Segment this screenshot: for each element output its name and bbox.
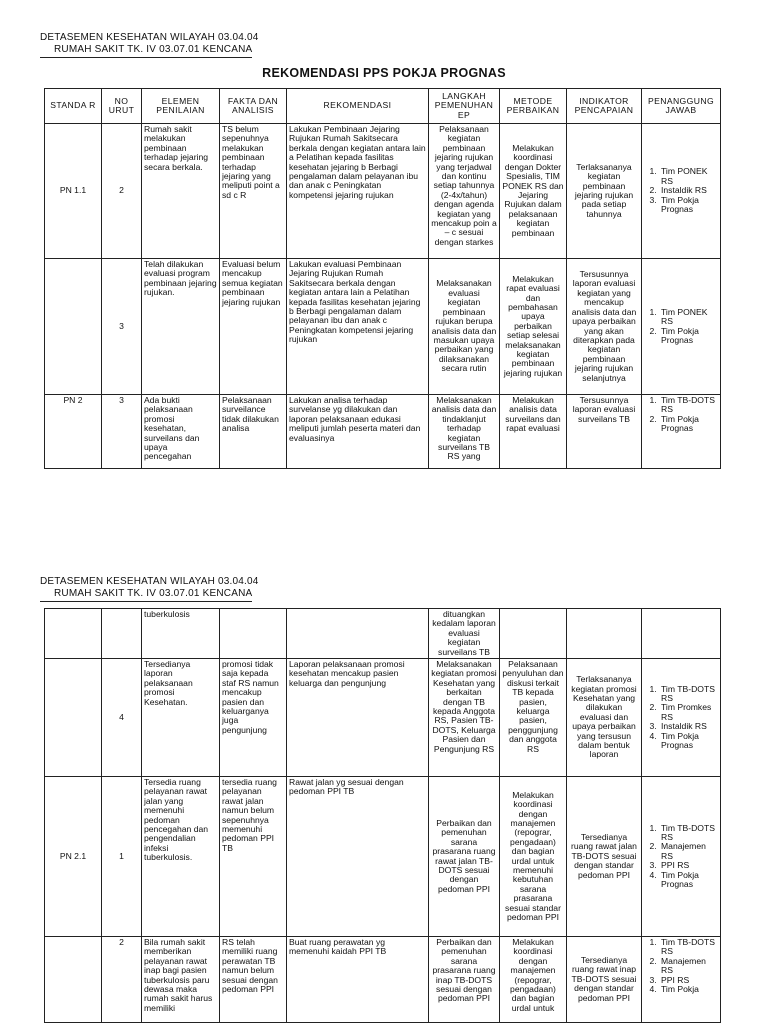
table-row	[45, 659, 721, 777]
cell-indikator	[567, 609, 642, 659]
col-standar-header: STANDA R	[45, 89, 102, 124]
pj-list-item: 1. Tim TB-DOTS RS	[659, 685, 718, 704]
cell-rekomendasi: Lakukan evaluasi Pembinaan Jejaring Rujukan Rumah Sakitsecara berkala dengan kegiatan antara lain a Pelatihan kepada fasilitas kesehatan jejaring b Berbagi pengalaman dalam pelayanan ibu dan anak c Peningkatan kompetensi jejaring rujukan	[287, 259, 429, 395]
col-fakta-header: FAKTA DAN ANALISIS	[220, 89, 287, 124]
cell-elemen: Rumah sakit melakukan pembinaan terhadap jejaring secara berkala.	[142, 124, 220, 259]
pj-list-item: 3. Tim Pokja Prognas	[659, 196, 718, 215]
cell-fakta: RS telah memiliki ruang perawatan TB namun belum sesuai dengan pedoman PPI	[220, 937, 287, 1023]
cell-indikator: Tersedianya ruang rawat jalan TB-DOTS sesuai dengan standar pedoman PPI	[567, 777, 642, 937]
cell-metode: Melakukan analisis data surveilans dan rapat evaluasi	[500, 395, 567, 469]
cell-elemen: Tersedianya laporan pelaksanaan promosi Kesehatan.	[142, 659, 220, 777]
pj-list-item: 2. Instaldik RS	[659, 186, 718, 195]
cell-rekomendasi: Lakukan analisa terhadap survelanse yg dilakukan dan laporan pelaksanaan edukasi meliputi jumlah peserta materi dan evaluasinya	[287, 395, 429, 469]
cell-indikator: Terlaksananya kegiatan pembinaan jejaring rujukan pada setiap tahunnya	[567, 124, 642, 259]
cell-fakta: Evaluasi belum mencakup semua kegiatan pembinaan jejaring rujukan	[220, 259, 287, 395]
pj-list-item: 2. Manajemen RS	[659, 957, 718, 976]
cell-rekomendasi: Buat ruang perawatan yg memenuhi kaidah PPI TB	[287, 937, 429, 1023]
pj-list-item: 1. Tim TB-DOTS RS	[659, 938, 718, 957]
cell-langkah: Perbaikan dan pemenuhan sarana prasarana ruang rawat jalan TB-DOTS sesuai dengan pedoman PPI	[429, 777, 500, 937]
cell-fakta: TS belum sepenuhnya melakukan pembinaan terhadap jejaring yang meliputi point a sd c R	[220, 124, 287, 259]
cell-no: 2	[102, 124, 142, 259]
pj-list-item: 2. Manajemen RS	[659, 842, 718, 861]
table-row	[45, 777, 721, 937]
pj-list	[644, 685, 718, 751]
table-row	[45, 395, 721, 469]
pj-list-item: 4. Tim Pokja Prognas	[659, 732, 718, 751]
cell-langkah: Perbaikan dan pemenuhan sarana prasarana ruang inap TB-DOTS sesuai dengan pedoman PPI	[429, 937, 500, 1023]
cell-indikator: Tersusunnya laporan evaluasi surveilans TB	[567, 395, 642, 469]
cell-langkah: Melaksanakan evaluasi kegiatan pembinaan rujukan berupa analisis data dan masukan upaya perbaikan yang dilaksanakan secara rutin	[429, 259, 500, 395]
cell-standar: PN 2.1	[45, 777, 102, 937]
table-header-row	[45, 89, 721, 124]
header-line-2: RUMAH SAKIT TK. IV 03.07.01 KENCANA	[40, 44, 252, 58]
cell-no: 3	[102, 259, 142, 395]
cell-metode: Melakukan koordinasi dengan Dokter Spesialis, TIM PONEK RS dan Jejaring Rujukan dalam pelaksanaan kegiatan pembinaan	[500, 124, 567, 259]
pj-list-item: 3. PPI RS	[659, 861, 718, 870]
cell-langkah: Melaksanakan analisis data dan tindaklanjut terhadap kegiatan surveilans TB RS yang	[429, 395, 500, 469]
cell-rekomendasi: Laporan pelaksanaan promosi kesehatan mencakup pasien keluarga dan pengunjung	[287, 659, 429, 777]
cell-langkah: dituangkan kedalam laporan evaluasi kegiatan surveilans TB	[429, 609, 500, 659]
pj-list	[644, 824, 718, 890]
cell-elemen: Ada bukti pelaksanaan promosi kesehatan, surveilans dan upaya pencegahan	[142, 395, 220, 469]
cell-elemen: Bila rumah sakit memberikan pelayanan rawat inap bagi pasien tuberkulosis paru dewasa maka rumah sakit harus memiliki	[142, 937, 220, 1023]
cell-langkah: Melaksanakan kegiatan promosi Kesehatan yang berkaitan dengan TB kepada Anggota RS, Pasien TB-DOTS, Keluarga Pasien dan Pengunjung RS	[429, 659, 500, 777]
cell-pj	[642, 659, 721, 777]
cell-indikator: Tersusunnya laporan evaluasi kegiatan yang mencakup analisis data dan upaya perbaikan yang akan diterapkan pada kegiatan pembinaan jejaring rujukan selanjutnya	[567, 259, 642, 395]
col-rekomendasi-header: REKOMENDASI	[287, 89, 429, 124]
cell-fakta	[220, 609, 287, 659]
cell-pj	[642, 395, 721, 469]
header-line-1: DETASEMEN KESEHATAN WILAYAH 03.04.04	[40, 576, 259, 587]
header-line-2: RUMAH SAKIT TK. IV 03.07.01 KENCANA	[40, 588, 252, 602]
header-block-2	[40, 576, 259, 602]
pj-list-item: 2. Tim Pokja Prognas	[659, 415, 718, 434]
pj-list-item: 1. Tim TB-DOTS RS	[659, 824, 718, 843]
table-row	[45, 124, 721, 259]
header-block-1	[40, 32, 259, 58]
cell-langkah: Pelaksanaan kegiatan pembinaan jejaring rujukan yang terjadwal dan kontinu setiap tahunnya (2-4x/tahun) dengan agenda kegiatan yang mencakup poin a – c sesuai dengan starkes	[429, 124, 500, 259]
cell-pj	[642, 124, 721, 259]
cell-standar	[45, 659, 102, 777]
pj-list-item: 1. Tim PONEK RS	[659, 167, 718, 186]
cell-rekomendasi: Rawat jalan yg sesuai dengan pedoman PPI TB	[287, 777, 429, 937]
cell-no	[102, 609, 142, 659]
cell-fakta: promosi tidak saja kepada staf RS namun mencakup pasien dan keluarganya juga pengunjung	[220, 659, 287, 777]
cell-no: 3	[102, 395, 142, 469]
cell-elemen: Tersedia ruang pelayanan rawat jalan yang memenuhi pedoman pencegahan dan pengendalian infeksi tuberkulosis.	[142, 777, 220, 937]
table-row	[45, 937, 721, 1023]
recommendation-table-1	[44, 88, 721, 469]
cell-standar: PN 2	[45, 395, 102, 469]
pj-list-item: 2. Tim Pokja Prognas	[659, 327, 718, 346]
cell-metode	[500, 609, 567, 659]
pj-list-item: 1. Tim PONEK RS	[659, 308, 718, 327]
cell-rekomendasi: Lakukan Pembinaan Jejaring Rujukan Rumah Sakitsecara berkala dengan kegiatan antara lain a Pelatihan kepada fasilitas kesehatan jejaring b Berbagi pengalaman dalam pelayanan ibu dan anak c Peningkatan kompetensi jejaring rujukan	[287, 124, 429, 259]
table-row	[45, 609, 721, 659]
col-pj-header: PENANGGUNG JAWAB	[642, 89, 721, 124]
cell-no: 4	[102, 659, 142, 777]
cell-standar	[45, 259, 102, 395]
cell-metode: Melakukan koordinasi dengan manajemen (repograr, pengadaan) dan bagian urdal untuk	[500, 937, 567, 1023]
cell-pj	[642, 777, 721, 937]
cell-metode: Pelaksanaan penyuluhan dan diskusi terkait TB kepada pasien, keluarga pasien, penggunjung dan anggota RS	[500, 659, 567, 777]
cell-pj	[642, 609, 721, 659]
cell-fakta: tersedia ruang pelayanan rawat jalan namun belum sepenuhnya memenuhi pedoman PPI TB	[220, 777, 287, 937]
pj-list-item: 2. Tim Promkes RS	[659, 703, 718, 722]
pj-list-item: 4. Tim Pokja	[659, 985, 718, 994]
pj-list-item: 3. PPI RS	[659, 976, 718, 985]
cell-no: 2	[102, 937, 142, 1023]
col-metode-header: METODE PERBAIKAN	[500, 89, 567, 124]
pj-list-item: 4. Tim Pokja Prognas	[659, 871, 718, 890]
cell-metode: Melakukan koordinasi dengan manajemen (repograr, pengadaan) dan bagian urdal untuk memenuhi kebutuhan sarana prasarana sesuai standar pedoman PPI	[500, 777, 567, 937]
col-elemen-header: ELEMEN PENILAIAN	[142, 89, 220, 124]
pj-list-item: 3. Instaldik RS	[659, 722, 718, 731]
cell-no: 1	[102, 777, 142, 937]
cell-standar	[45, 609, 102, 659]
cell-standar: PN 1.1	[45, 124, 102, 259]
page-title: REKOMENDASI PPS POKJA PROGNAS	[262, 66, 506, 80]
cell-elemen: Telah dilakukan evaluasi program pembinaan jejaring rujukan.	[142, 259, 220, 395]
col-no-header: NO URUT	[102, 89, 142, 124]
cell-indikator: Terlaksananya kegiatan promosi Kesehatan yang dilakukan evaluasi dan upaya perbaikan yang tersusun dalam bentuk laporan	[567, 659, 642, 777]
table-row	[45, 259, 721, 395]
cell-standar	[45, 937, 102, 1023]
cell-pj	[642, 937, 721, 1023]
cell-fakta: Pelaksanaan surveilance tidak dilakukan analisa	[220, 395, 287, 469]
col-indikator-header: INDIKATOR PENCAPAIAN	[567, 89, 642, 124]
pj-list	[644, 308, 718, 346]
cell-metode: Melakukan rapat evaluasi dan pembahasan upaya perbaikan setiap selesai melaksanakan kegiatan pembinaan jejaring rujukan	[500, 259, 567, 395]
col-langkah-header: LANGKAH PEMENUHAN EP	[429, 89, 500, 124]
pj-list-item: 1. Tim TB-DOTS RS	[659, 396, 718, 415]
cell-pj	[642, 259, 721, 395]
cell-rekomendasi	[287, 609, 429, 659]
cell-indikator: Tersedianya ruang rawat inap TB-DOTS sesuai dengan standar pedoman PPI	[567, 937, 642, 1023]
pj-list	[644, 396, 718, 434]
cell-elemen: tuberkulosis	[142, 609, 220, 659]
recommendation-table-2	[44, 608, 721, 1023]
pj-list	[644, 167, 718, 214]
pj-list	[644, 938, 718, 994]
header-line-1: DETASEMEN KESEHATAN WILAYAH 03.04.04	[40, 32, 259, 43]
